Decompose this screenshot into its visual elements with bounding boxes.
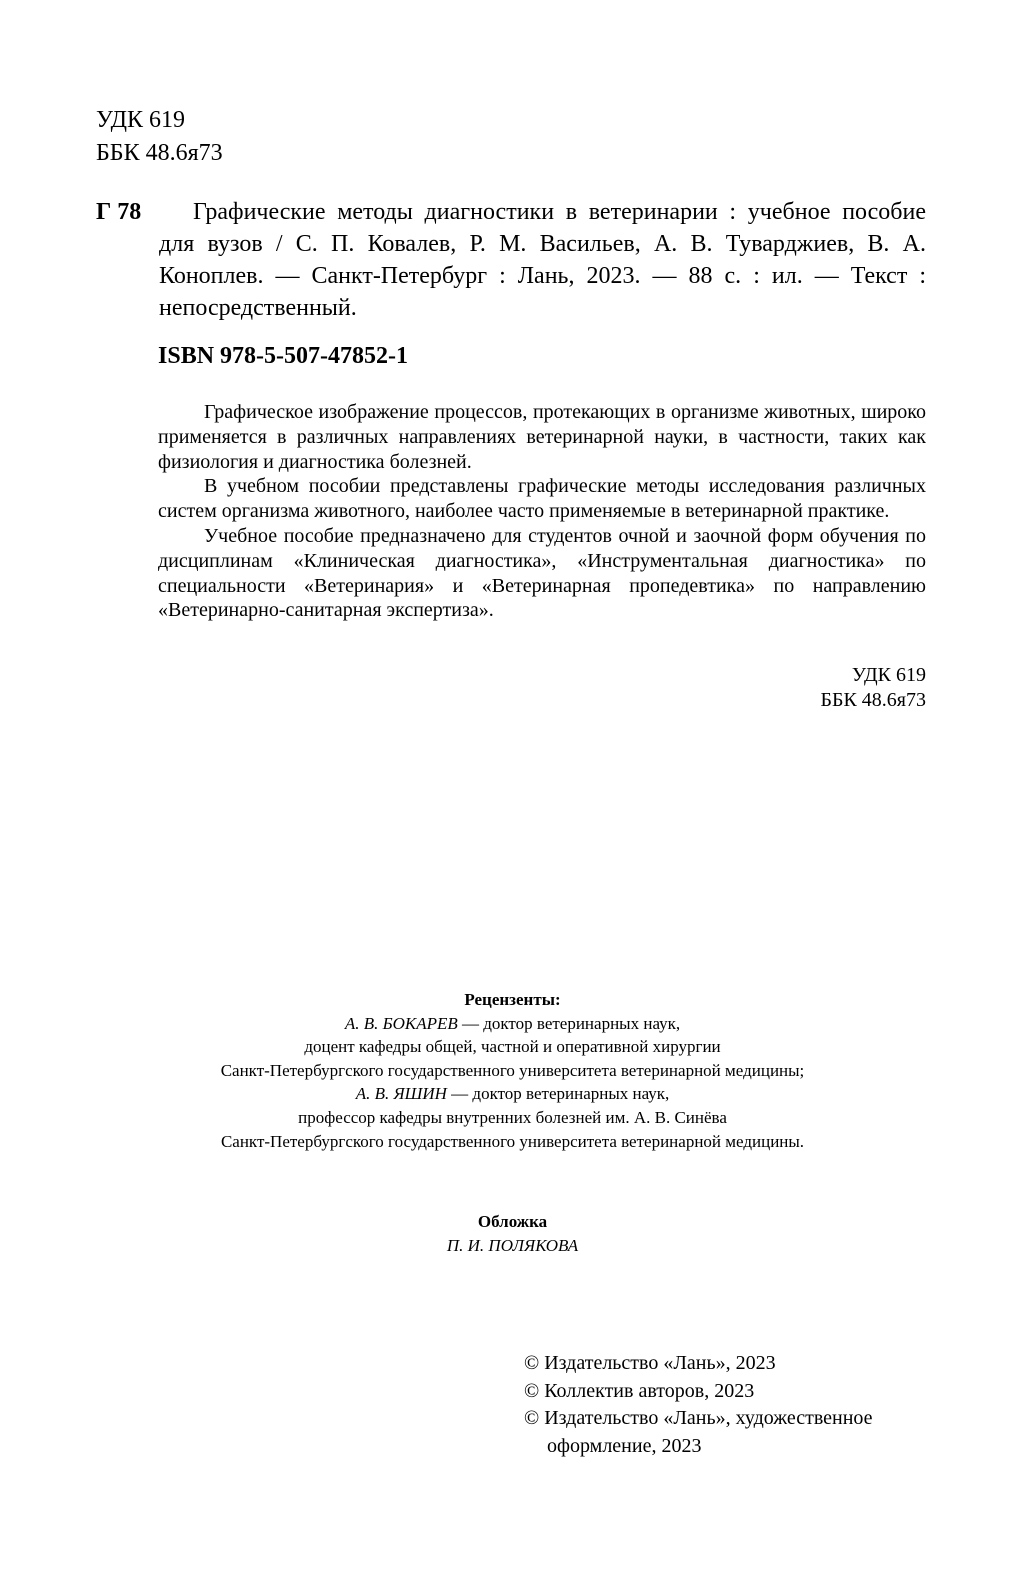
copyright-line: оформление, 2023 <box>547 1434 702 1457</box>
classification-block <box>96 104 223 170</box>
reviewer-1-position: доцент кафедры общей, частной и оперативной хирургии <box>304 1037 721 1057</box>
reviewer-1-affiliation: Санкт-Петербургского государственного университета ветеринарной медицины; <box>220 1060 805 1080</box>
bibliographic-description: Графические методы диагностики в ветеринарии : учебное пособие для вузов / С. П. Ковалев, Р. М. Васильев, А. В. Туварджиев, В. А. Коноплев. — Санкт-Петербург : Лань, 2023. — 88 с. : ил. — Текст : непосредственный. <box>159 199 926 321</box>
author-mark: Г 78 <box>96 199 142 225</box>
reviewer-2-affiliation: Санкт-Петербургского государственного университета ветеринарной медицины. <box>220 1131 805 1151</box>
copyright-line: © Издательство «Лань», художественное <box>524 1407 873 1429</box>
copyright-line: © Коллектив авторов, 2023 <box>524 1379 755 1402</box>
bbk-code: ББК 48.6я73 <box>96 140 223 166</box>
reviewer-2-title: — доктор ветеринарных наук, <box>446 1084 670 1104</box>
annotation-paragraph: Графическое изображение процессов, протекающих в организме животных, широко применяется в различных направлениях ветеринарной науки, в частности, таких как физиология и диагностика болезней. <box>158 401 926 473</box>
udk-code: УДК 619 <box>851 664 926 686</box>
annotation-paragraph: В учебном пособии представлены графические методы исследования различных систем организма животного, наиболее часто применяемые в ветеринарной практике. <box>158 475 926 523</box>
reviewer-1-name: А. В. БОКАРЕВ <box>344 1013 458 1033</box>
reviewers-block <box>0 988 1025 1153</box>
annotation <box>158 400 926 623</box>
cover-designer: П. И. ПОЛЯКОВА <box>446 1235 579 1255</box>
isbn: ISBN 978-5-507-47852-1 <box>158 343 408 369</box>
copyright-line: © Издательство «Лань», 2023 <box>524 1352 776 1374</box>
reviewer-1-title: — доктор ветеринарных наук, <box>457 1013 681 1033</box>
cover-heading: Обложка <box>477 1212 548 1231</box>
reviewers-heading: Рецензенты: <box>464 990 561 1009</box>
reviewer-2-position: профессор кафедры внутренних болезней им. А. В. Синёва <box>298 1107 727 1127</box>
reviewer-2-name: А. В. ЯШИН <box>355 1084 447 1104</box>
udk-code: УДК 619 <box>96 107 185 133</box>
annotation-paragraph: Учебное пособие предназначено для студентов очной и заочной форм обучения по дисциплинам «Клиническая диагностика», «Инструментальная диагностика» по специальности «Ветеринария» и «Ветеринарная пропедевтика» по направлению «Ветеринарно-санитарная экспертиза». <box>158 524 926 622</box>
reviewer-2 <box>0 1082 1025 1106</box>
bbk-code: ББК 48.6я73 <box>820 688 926 711</box>
copyright-block <box>524 1350 873 1460</box>
cover-credit <box>0 1210 1025 1257</box>
annotation-classification <box>820 663 926 713</box>
reviewer-1 <box>0 1012 1025 1036</box>
bibliographic-entry <box>96 196 926 324</box>
